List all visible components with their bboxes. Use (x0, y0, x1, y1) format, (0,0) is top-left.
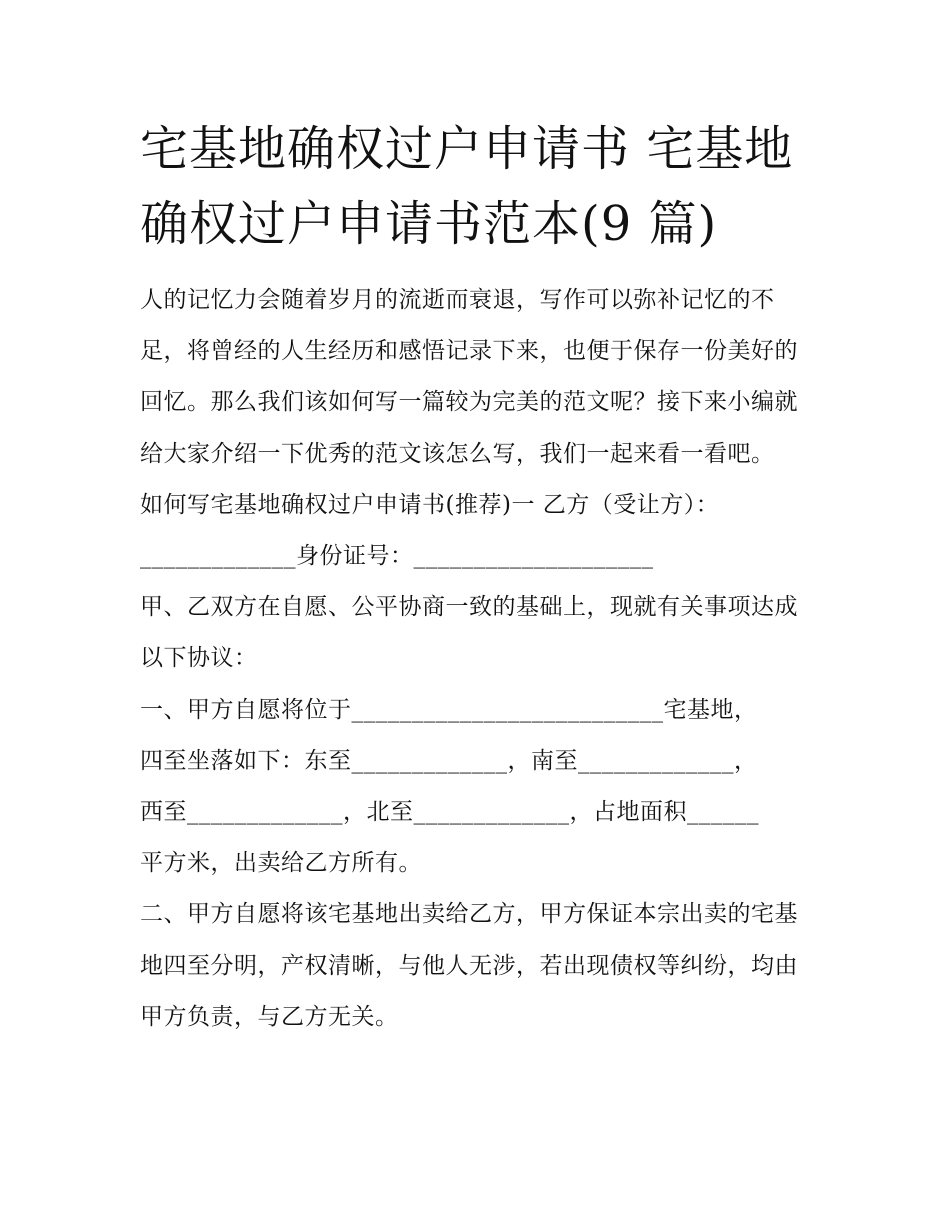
section-heading: 如何写宅基地确权过户申请书(推荐)一 乙方（受让方）： (140, 491, 720, 518)
intro-paragraph: 人的记忆力会随着岁月的流逝而衰退，写作可以弥补记忆的不足，将曾经的人生经历和感悟记录下来，也便于保存一份美好的回忆。那么我们该如何写一篇较为完美的范文呢？接下来小编就给大家介绍一下优秀的范文该怎么写，我们一起来看一看吧。 (140, 287, 798, 467)
title-line-1: 宅基地确权过户申请书 宅基地 (140, 121, 794, 177)
id-number-line: _____________身份证号：____________________ (140, 543, 654, 570)
title-line-2: 确权过户申请书范本(9 篇) (140, 196, 718, 252)
clause-1-line-2: 四至坐落如下：东至_____________，南至_____________， (140, 747, 758, 774)
document-title (140, 112, 820, 262)
clause-1-line-1: 一、甲方自愿将位于__________________________宅基地， (140, 696, 758, 723)
clause-1-line-3: 西至_____________，北至_____________，占地面积______ (140, 799, 759, 826)
clause-1-line-4: 平方米，出卖给乙方所有。 (140, 850, 422, 877)
clause-2-paragraph: 二、甲方自愿将该宅基地出卖给乙方，甲方保证本宗出卖的宅基地四至分明，产权清晰，与他人无涉，若出现债权等纠纷，均由甲方负责，与乙方无关。 (140, 901, 798, 1030)
agreement-paragraph: 甲、乙双方在自愿、公平协商一致的基础上，现就有关事项达成以下协议： (140, 594, 798, 672)
document-body (140, 275, 820, 1043)
